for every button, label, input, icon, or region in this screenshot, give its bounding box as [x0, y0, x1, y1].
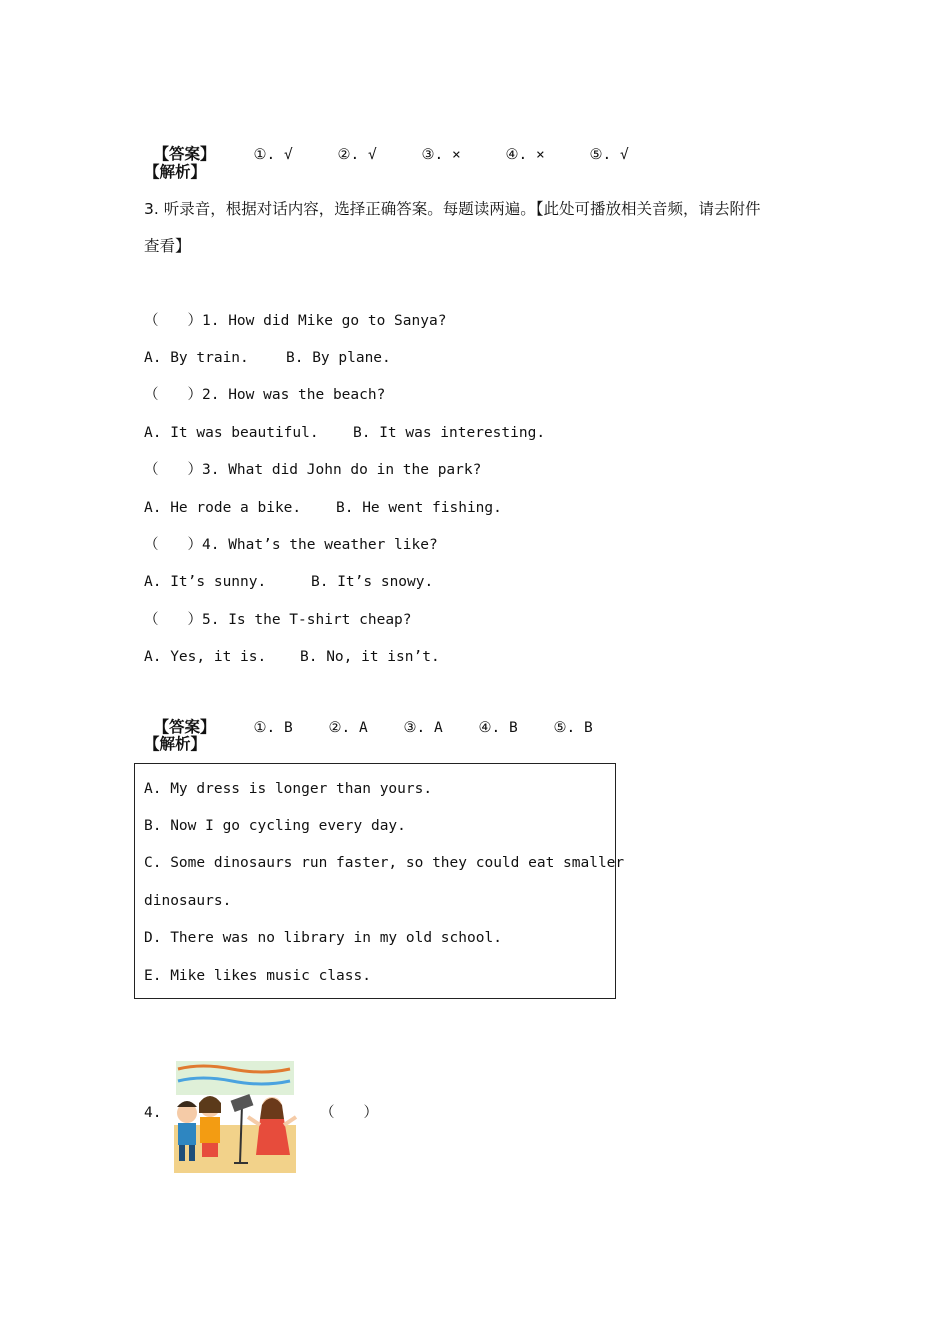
- box-option-a: A. My dress is longer than yours.: [144, 781, 433, 797]
- option-row-2: [144, 423, 545, 443]
- question-4: （ ）4. What’s the weather like?: [144, 537, 438, 553]
- answer-item: ①. B: [253, 720, 293, 736]
- option-b: B. He went fishing.: [336, 500, 502, 516]
- analysis-label: 【解析】: [144, 735, 207, 753]
- box-option-e: E. Mike likes music class.: [144, 968, 371, 984]
- answer-row-3: [144, 697, 593, 738]
- option-b: B. No, it isn’t.: [300, 649, 440, 665]
- answer-item: ②. √: [337, 147, 377, 163]
- option-b: B. It was interesting.: [353, 425, 546, 441]
- item-4-blank[interactable]: （ ）: [320, 1105, 378, 1121]
- instruction-line-2: 查看】: [144, 237, 191, 255]
- option-b: B. By plane.: [286, 350, 391, 366]
- option-a: A. Yes, it is.: [144, 649, 267, 665]
- option-a: A. By train.: [144, 350, 249, 366]
- option-row-1: [144, 348, 391, 368]
- question-2: （ ）2. How was the beach?: [144, 387, 386, 403]
- option-a: A. It’s sunny.: [144, 574, 267, 590]
- answer-item: ④. ×: [505, 147, 545, 163]
- option-row-3: [144, 498, 502, 518]
- answer-item: ⑤. B: [553, 720, 593, 736]
- box-option-d: D. There was no library in my old school.: [144, 930, 502, 946]
- question-5: （ ）5. Is the T-shirt cheap?: [144, 612, 412, 628]
- option-b: B. It’s snowy.: [311, 574, 434, 590]
- item-4-number: 4.: [144, 1105, 162, 1121]
- instruction-line-1: 3. 听录音，根据对话内容，选择正确答案。每题读两遍。【此处可播放相关音频，请去附件: [144, 200, 761, 218]
- answer-item: ⑤. √: [589, 147, 629, 163]
- answer-item: ③. ×: [421, 147, 461, 163]
- box-option-c: C. Some dinosaurs run faster, so they could eat smaller: [144, 855, 625, 871]
- answer-label: 【答案】: [153, 718, 216, 736]
- question-3: （ ）3. What did John do in the park?: [144, 462, 482, 478]
- answer-label: 【答案】: [153, 145, 216, 163]
- option-row-5: [144, 647, 440, 667]
- question-1: （ ）1. How did Mike go to Sanya?: [144, 313, 447, 329]
- option-a: A. He rode a bike.: [144, 500, 302, 516]
- answer-item: ①. √: [253, 147, 293, 163]
- analysis-label: 【解析】: [144, 163, 207, 181]
- answer-item: ④. B: [478, 720, 518, 736]
- answer-row-1: [144, 124, 629, 165]
- music-class-illustration: [172, 1055, 298, 1175]
- box-option-c-cont: dinosaurs.: [144, 893, 232, 909]
- box-option-b: B. Now I go cycling every day.: [144, 818, 406, 834]
- option-row-4: [144, 572, 433, 592]
- option-a: A. It was beautiful.: [144, 425, 319, 441]
- answer-item: ②. A: [328, 720, 368, 736]
- answer-item: ③. A: [403, 720, 443, 736]
